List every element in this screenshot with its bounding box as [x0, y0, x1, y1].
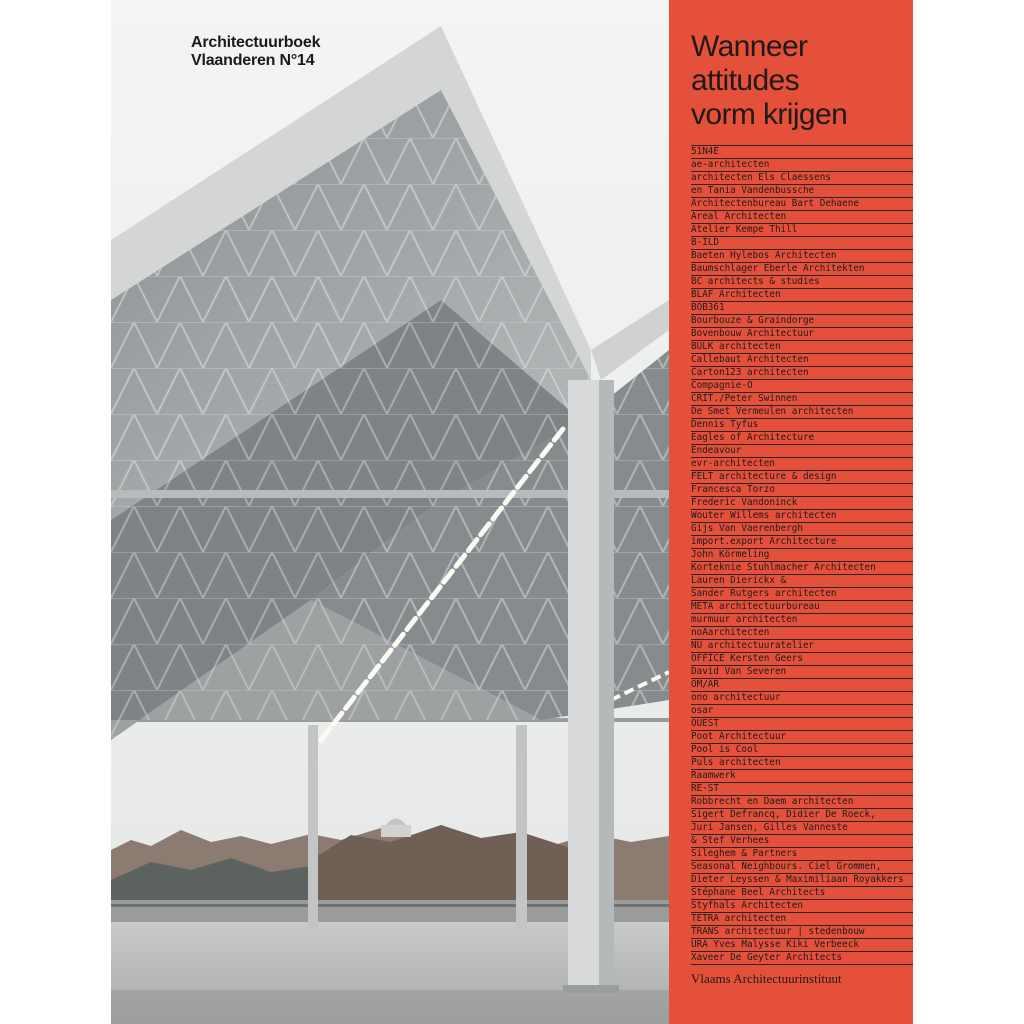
architect-list-item: Sander Rutgers architecten — [691, 588, 913, 601]
architect-list-item: 51N4E — [691, 146, 913, 159]
architect-list-item: Baeten Hylebos Architecten — [691, 250, 913, 263]
architect-list-item: Atelier Kempe Thill — [691, 224, 913, 237]
architect-list-item: Baumschlager Eberle Architekten — [691, 263, 913, 276]
architect-list-item: BOB361 — [691, 302, 913, 315]
book-title-line-1: Architectuurboek — [191, 34, 321, 51]
cover-photo — [111, 0, 669, 1024]
architect-list-item: FELT architecture & design — [691, 471, 913, 484]
architect-list-item: Architectenbureau Bart Dehaene — [691, 198, 913, 211]
publisher-name: Vlaams Architectuurinstituut — [691, 971, 842, 986]
architect-list-item: TRANS architectuur | stedenbouw — [691, 926, 913, 939]
architect-list-item: Sileghem & Partners — [691, 848, 913, 861]
architect-list-item: BULK architecten — [691, 341, 913, 354]
architect-list-item: Robbrecht en Daem architecten — [691, 796, 913, 809]
architect-list-item: Areal Architecten — [691, 211, 913, 224]
book-cover — [111, 0, 913, 1024]
architect-list-item: Dieter Leyssen & Maximiliaan Royakkers — [691, 874, 913, 887]
architect-list-item: & Stef Verhees — [691, 835, 913, 848]
architect-list-item: Stéphane Beel Architects — [691, 887, 913, 900]
architect-list-item: CRIT./Peter Swinnen — [691, 393, 913, 406]
architect-list-item: Korteknie Stuhlmacher Architecten — [691, 562, 913, 575]
architect-list-item: Bourbouze & Graindorge — [691, 315, 913, 328]
architect-list-item: Pool is Cool — [691, 744, 913, 757]
architect-list-item: import.export Architecture — [691, 536, 913, 549]
architect-list-item: Poot Architectuur — [691, 731, 913, 744]
architect-list-item: De Smet Vermeulen architecten — [691, 406, 913, 419]
architect-list-item: noAarchitecten — [691, 627, 913, 640]
architects-list — [691, 145, 913, 965]
architect-list-item: NU architectuuratelier — [691, 640, 913, 653]
headline-line-3: vorm krijgen — [691, 98, 848, 131]
book-title — [191, 34, 320, 70]
architect-list-item: Eagles of Architecture — [691, 432, 913, 445]
architect-list-item: URA Yves Malysse Kiki Verbeeck — [691, 939, 913, 952]
architect-list-item: OFFICE Kersten Geers — [691, 653, 913, 666]
architect-list-item: ono architectuur — [691, 692, 913, 705]
headline-line-2: attitudes — [691, 64, 800, 97]
architect-list-item: Seasonal Neighbours. Ciel Grommen, — [691, 861, 913, 874]
architect-list-item: en Tania Vandenbussche — [691, 185, 913, 198]
architect-list-item: Lauren Dierickx & — [691, 575, 913, 588]
architect-list-item: Styfhals Architecten — [691, 900, 913, 913]
architect-list-item: Raamwerk — [691, 770, 913, 783]
architect-list-item: BC architects & studies — [691, 276, 913, 289]
architect-list-item: Wouter Willems architecten — [691, 510, 913, 523]
title-panel — [669, 0, 913, 1024]
architect-list-item: TETRA architecten — [691, 913, 913, 926]
architect-list-item: Compagnie-O — [691, 380, 913, 393]
architect-list-item: Gijs Van Vaerenbergh — [691, 523, 913, 536]
architect-list-item: OM/AR — [691, 679, 913, 692]
architect-list-item: Frederic Vandoninck — [691, 497, 913, 510]
architect-list-item: B-ILD — [691, 237, 913, 250]
architect-list-item: ae-architecten — [691, 159, 913, 172]
architect-list-item: murmuur architecten — [691, 614, 913, 627]
architect-list-item: OUEST — [691, 718, 913, 731]
architect-list-item: Callebaut Architecten — [691, 354, 913, 367]
architect-list-item: Puls architecten — [691, 757, 913, 770]
architect-list-item: Xaveer De Geyter Architects — [691, 952, 913, 965]
headline-line-1: Wanneer — [691, 30, 808, 63]
architect-list-item: David Van Severen — [691, 666, 913, 679]
architect-list-item: Francesca Torzo — [691, 484, 913, 497]
architect-list-item: John Körmeling — [691, 549, 913, 562]
architect-list-item: Dennis Tyfus — [691, 419, 913, 432]
architect-list-item: architecten Els Claessens — [691, 172, 913, 185]
architect-list-item: RE-ST — [691, 783, 913, 796]
architect-list-item: BLAF Architecten — [691, 289, 913, 302]
architect-list-item: osar — [691, 705, 913, 718]
headline — [691, 30, 847, 132]
architect-list-item: Sigert Defrancq, Didier De Roeck, — [691, 809, 913, 822]
book-title-line-2: Vlaanderen N°14 — [191, 52, 315, 69]
canopy-photo-illustration — [111, 0, 669, 1024]
architect-list-item: Carton123 architecten — [691, 367, 913, 380]
architect-list-item: META architectuurbureau — [691, 601, 913, 614]
architect-list-item: Bovenbouw Architectuur — [691, 328, 913, 341]
architect-list-item: Juri Jansen, Gilles Vanneste — [691, 822, 913, 835]
architect-list-item: evr-architecten — [691, 458, 913, 471]
architect-list-item: Endeavour — [691, 445, 913, 458]
